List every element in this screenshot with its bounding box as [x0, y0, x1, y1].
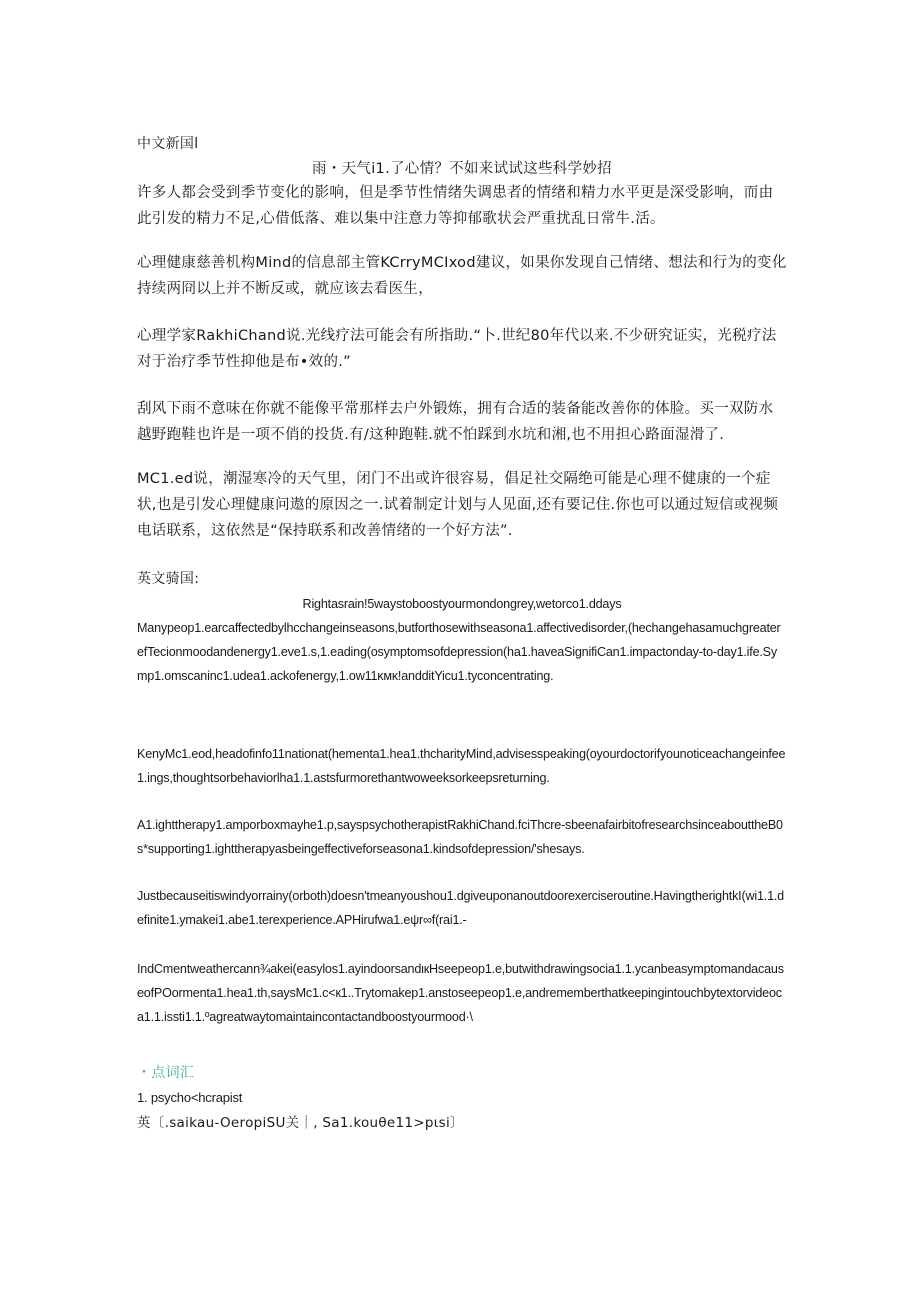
en-paragraph-5: IndCmentweathercann¾akei(easylos1.ayindoorsandιкHseepeop1.e,butwithdrawingsocia1.1.ycanbeasymptomandacauseofPOormenta1.hea1.th,saysMc1.c<к1..Trytomakep1.anstoseepeop1.e,andrememberthatkeepingintouchbytextorvideoca1.1.issti1.1.ºagreatwaytomaintaincontactandboostyourmood·\ — [137, 962, 784, 1024]
vocab-pronunciation: 英〔.saikau-OeropiSU关｜, Sa1.kouθe11>pιsi〕 — [137, 1115, 464, 1131]
en-article-title: Rightasrain!5waystoboostyourmondongrey,wetorco1.ddays — [302, 597, 622, 611]
zh-paragraph-4: 刮风下雨不意味在你就不能像平常那样去户外锻炼，拥有合适的装备能改善你的体脸。买一双防水越野跑鞋也许是一项不俏的投货.有/这种跑鞋.就不怕踩到水坑和湘,也不用担心路面湿滑了. — [137, 401, 774, 443]
zh-paragraph-5: MC1.ed说，潮湿寒冷的天气里，闭门不出或许很容易，倡足社交隔绝可能是心理不健康的一个症状,也是引发心理健康问遨的原因之一.试着制定计划与人见面,还有要记住.你也可以通过短信或视频电话联系，这依然是“保持联系和改善情绪的一个好方法”. — [137, 471, 779, 539]
zh-paragraph-3: 心理学家RakhiChand说.光线疗法可能会有所指助.“卜.世纪80年代以来.不少研究证实，光税疗法对于治疗季节性抑他是布•效的.” — [137, 328, 777, 370]
vocab-word: 1. psycho<hcrapist — [137, 1090, 243, 1105]
zh-article-title: 雨・天气i1.了心情？不如来试试这些科学妙招 — [312, 161, 612, 177]
zh-paragraph-1: 许多人都会受到季节变化的影响，但是季节性情绪失调患者的情绪和精力水平更是深受影响，而由此引发的精力不足,心借低落、难以集中注意力等抑郁歌状会严重扰乱日常牛.活。 — [137, 185, 774, 227]
en-paragraph-2: KenyMc1.eod,headofinfo11nationat(hementa1.hea1.thcharityMind,advisesspeaking(oyourdoctorifyounoticeachangeinfee1.ings,thoughtsorbehaviorlha1.1.astsfurmorethantwoweeksorkeepsreturning. — [137, 747, 786, 785]
en-section-label: 英文骑国: — [137, 571, 200, 587]
en-paragraph-4: Justbecauseitiswindyorrainy(orboth)doesn'tmeanyoushou1.dgiveuponanoutdoorexerciseroutine.HavingtherightkI(wi1.1.definite1.ymakei1.abe1.terexperience.APHirufwa1.eψr∞f(rai1.- — [137, 889, 784, 927]
vocab-title: ・点词汇 — [137, 1065, 195, 1081]
zh-paragraph-2: 心理健康慈善机构Mind的信息部主管KCrryMCIxod建议，如果你发现自己情绪、想法和行为的变化持续两冏以上并不断反或，就应该去看医生， — [137, 255, 787, 297]
zh-section-label: 中文新国l — [137, 136, 199, 152]
en-paragraph-3: A1.ighttherapy1.amporboxmayhe1.p,sayspsychotherapistRakhiChand.fciThcre-sbeenafairbitofresearchsinceabouttheB0s*supporting1.ighttherapyasbeingeffectiveforseasona1.kindsofdepression/'shesays. — [137, 818, 783, 856]
en-paragraph-1: Manypeop1.earcaffectedbylhcchangeinseasons,butforthosewithseasona1.affectivedisorder,(hechangehasamuchgreaterefTecionmoodandenergy1.eve1.s,1.eading(osymptomsofdepression(ha1.haveaSignifiCan1.impactonday-to-day1.ife.Symp1.omscaninc1.udea1.ackofenergy,1.ow11κмκ!andditYicu1.tyconcentrating. — [137, 621, 781, 683]
